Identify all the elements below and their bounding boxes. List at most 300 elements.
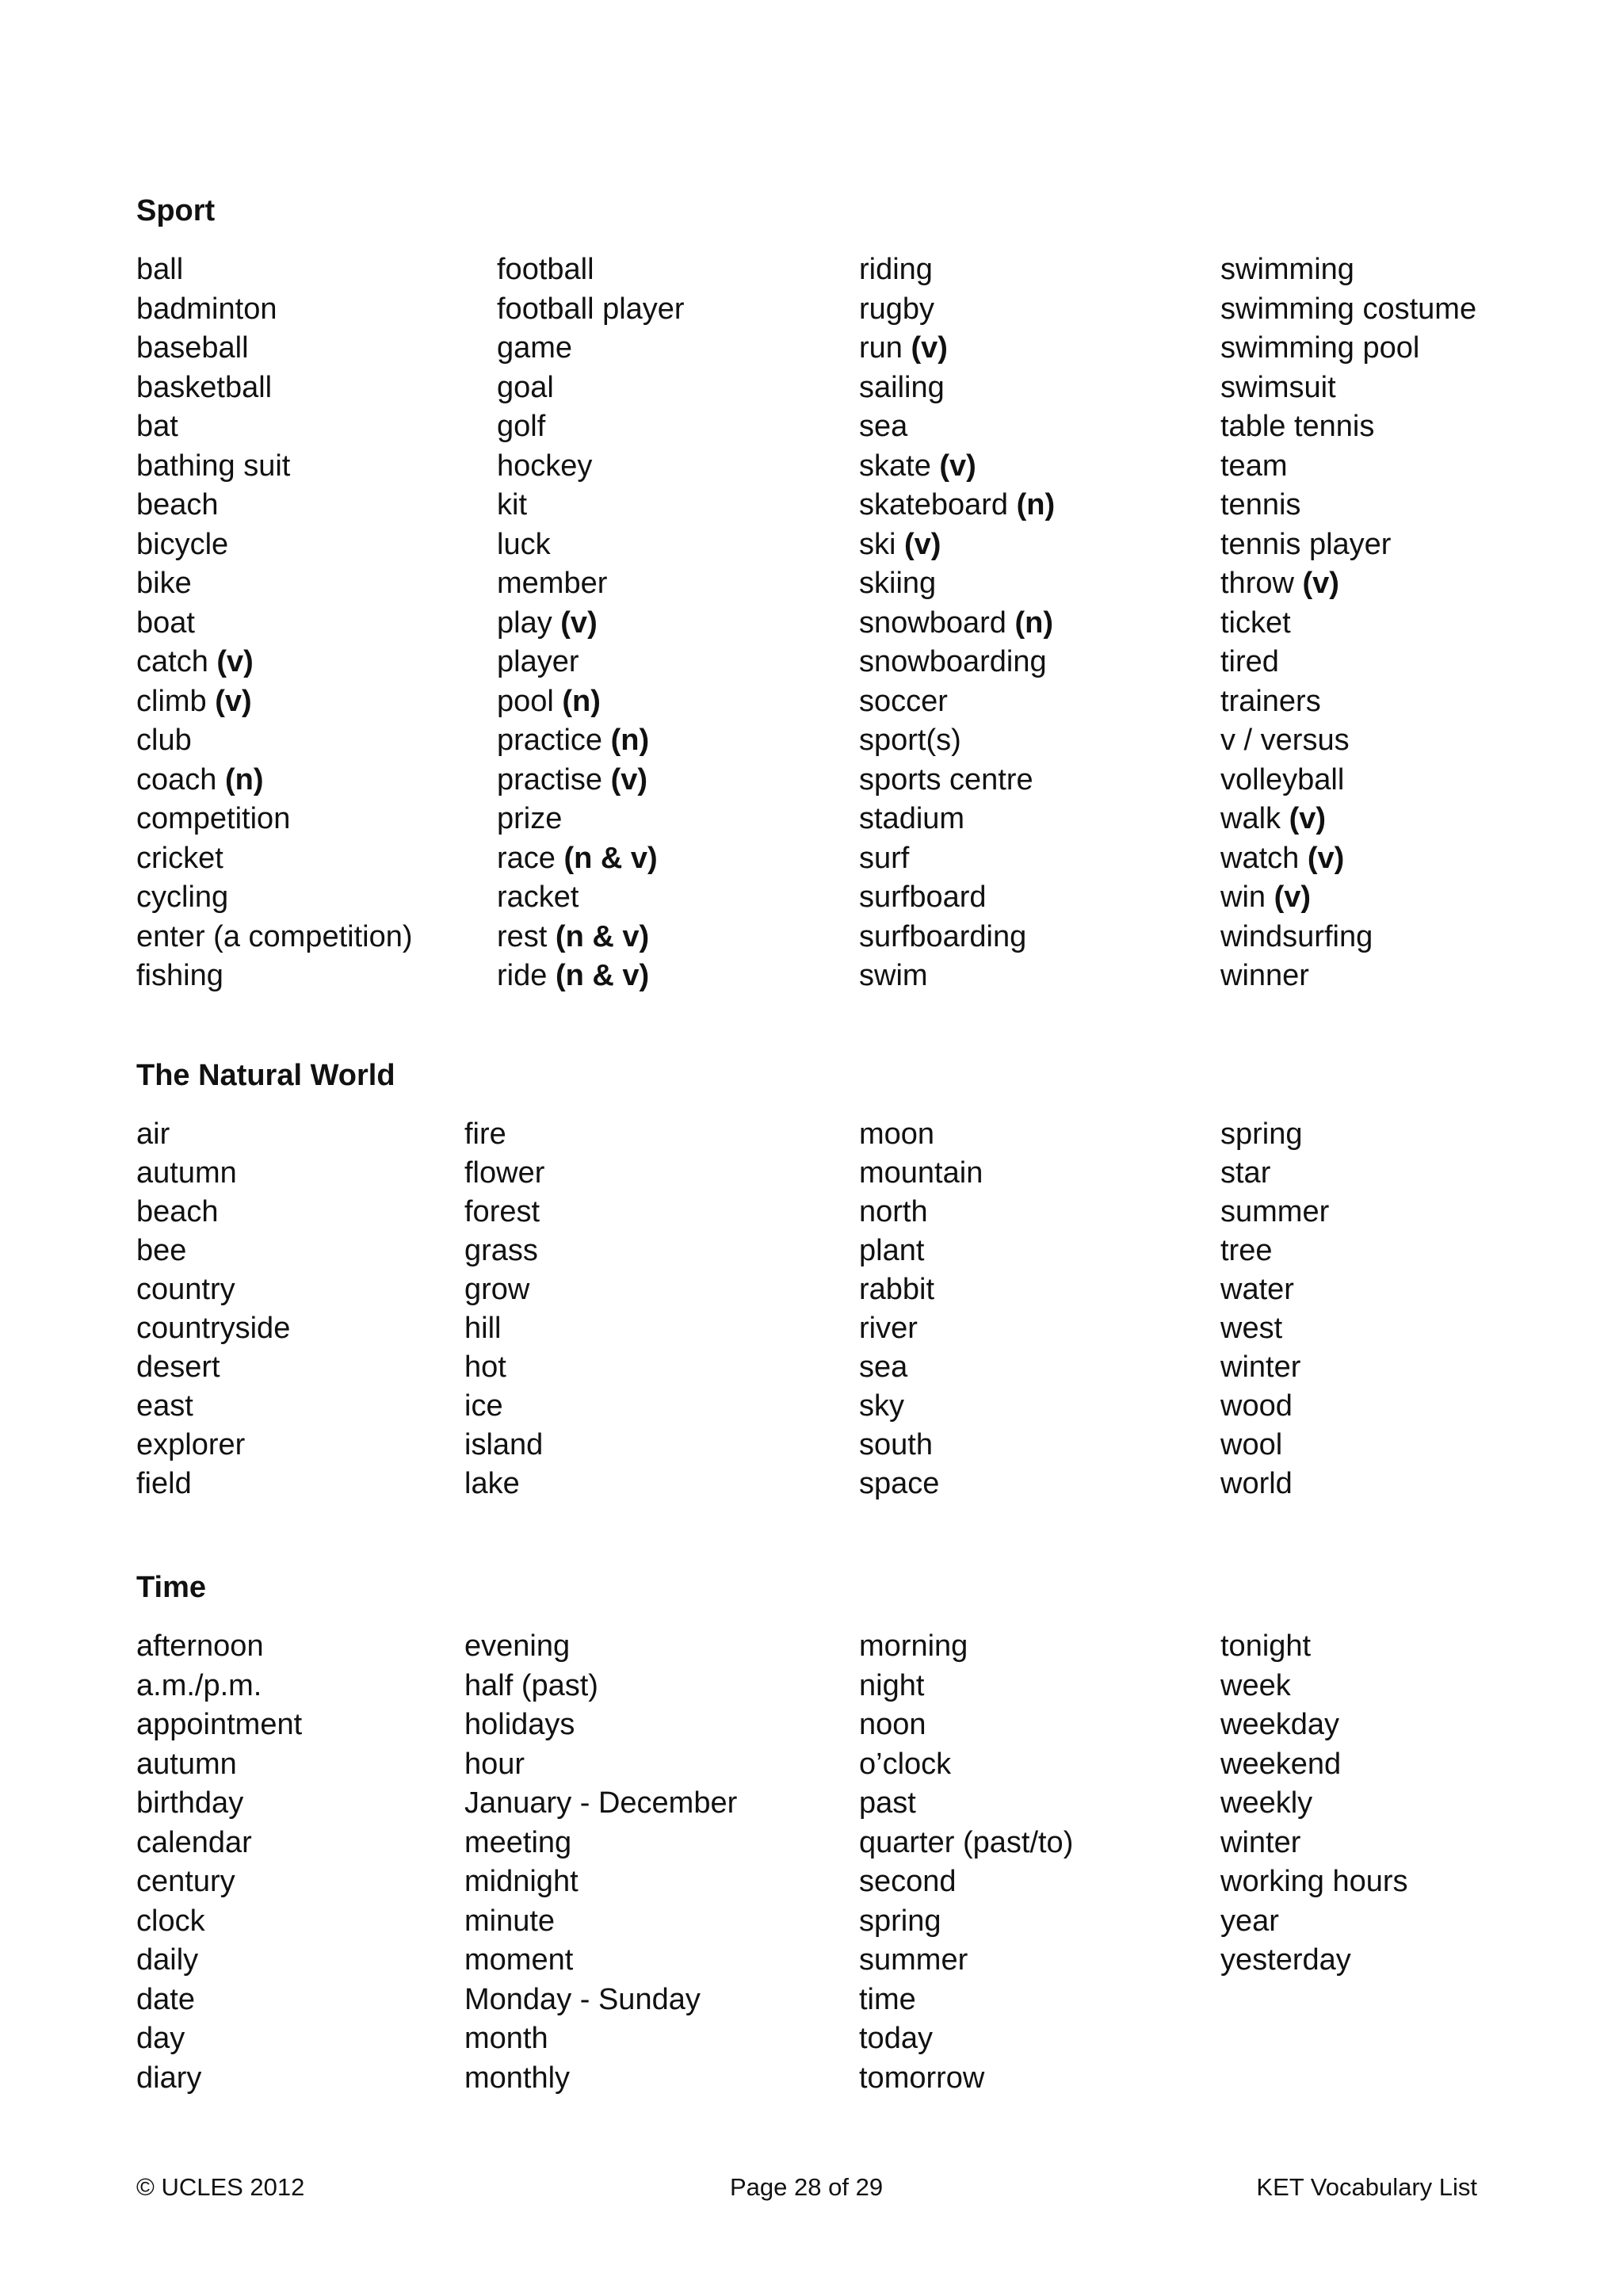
vocab-word — [497, 957, 685, 996]
part-of-speech: (n) — [610, 724, 650, 757]
vocab-term: bike — [136, 567, 192, 600]
vocab-word — [859, 407, 1055, 447]
vocab-word — [1220, 957, 1476, 996]
vocab-word — [136, 250, 413, 290]
vocab-term: Monday - Sunday — [464, 1982, 701, 2016]
part-of-speech: (n) — [562, 684, 601, 718]
vocab-term: sports centre — [859, 762, 1033, 797]
vocab-term: surfboarding — [859, 919, 1027, 953]
vocab-word — [1220, 1627, 1408, 1667]
vocab-word — [859, 1862, 1073, 1902]
vocab-term: goal — [497, 370, 554, 404]
vocab-term: countryside — [136, 1312, 291, 1345]
vocab-term: time — [859, 1982, 916, 2016]
vocab-word — [859, 250, 1055, 290]
vocab-word — [497, 250, 685, 290]
vocab-term: monthly — [464, 2061, 571, 2095]
vocab-word — [1220, 564, 1476, 604]
vocab-term: week — [1220, 1668, 1291, 1702]
vocab-word — [497, 918, 685, 957]
vocab-word — [1220, 1154, 1329, 1193]
vocab-word — [136, 525, 413, 565]
vocab-word — [497, 761, 685, 800]
vocab-term: o’clock — [859, 1747, 952, 1781]
vocab-term: skate — [859, 449, 931, 483]
vocab-term: club — [136, 724, 192, 757]
part-of-speech: (n) — [1014, 606, 1053, 640]
part-of-speech: (v) — [215, 684, 252, 718]
vocab-word — [464, 1465, 544, 1503]
vocab-term: member — [497, 567, 608, 600]
section-sport — [136, 192, 1484, 996]
vocab-term: competition — [136, 802, 291, 835]
vocab-word — [136, 1193, 290, 1232]
vocab-word — [136, 407, 413, 447]
part-of-speech: (v) — [904, 527, 941, 561]
vocab-word — [136, 761, 413, 800]
vocab-term: wood — [1220, 1389, 1293, 1423]
vocab-term: watch — [1220, 841, 1300, 875]
vocab-word — [1220, 761, 1476, 800]
vocab-term: morning — [859, 1629, 968, 1663]
vocab-word — [859, 1270, 983, 1309]
vocab-word — [136, 369, 413, 408]
vocab-term: air — [136, 1117, 170, 1151]
vocab-word — [859, 1193, 983, 1232]
vocab-term: snowboarding — [859, 645, 1047, 678]
vocab-word — [859, 839, 1055, 879]
vocab-word — [859, 1154, 983, 1193]
vocab-term: century — [136, 1865, 235, 1898]
vocab-word — [1220, 1941, 1408, 1981]
vocab-term: surfboard — [859, 881, 987, 914]
vocab-term: tonight — [1220, 1629, 1312, 1663]
vocab-term: meeting — [464, 1825, 572, 1859]
vocab-term: sea — [859, 1350, 908, 1384]
vocab-word — [136, 682, 413, 722]
vocab-word — [1220, 1270, 1329, 1309]
vocab-term: west — [1220, 1312, 1283, 1345]
vocab-word — [464, 1981, 737, 2020]
vocab-word — [859, 1981, 1073, 2020]
vocab-term: autumn — [136, 1747, 237, 1781]
vocab-term: stadium — [859, 802, 965, 835]
vocab-word — [859, 957, 1055, 996]
vocab-term: winter — [1220, 1825, 1301, 1859]
vocab-term: January - December — [464, 1786, 738, 1820]
vocab-word — [859, 1309, 983, 1348]
vocab-term: v / versus — [1220, 724, 1350, 757]
vocab-term: spring — [859, 1904, 941, 1938]
vocab-term: a.m./p.m. — [136, 1668, 262, 1702]
vocab-word — [464, 1193, 544, 1232]
vocab-word — [497, 878, 685, 918]
vocab-term: hockey — [497, 449, 593, 483]
vocab-term: fishing — [136, 959, 223, 992]
vocab-word — [1220, 1348, 1329, 1387]
word-column — [1220, 1627, 1408, 1981]
vocab-word — [859, 643, 1055, 682]
vocab-word — [859, 290, 1055, 330]
vocab-word — [464, 2019, 737, 2059]
vocab-word — [136, 290, 413, 330]
vocab-term: wool — [1220, 1428, 1283, 1461]
vocab-word — [859, 761, 1055, 800]
word-columns — [136, 1627, 1484, 2098]
vocab-term: rabbit — [859, 1273, 935, 1306]
vocab-term: calendar — [136, 1825, 252, 1859]
vocab-word — [859, 1387, 983, 1426]
vocab-term: east — [136, 1389, 193, 1423]
section-heading: The Natural World — [136, 1059, 395, 1092]
vocab-word — [497, 800, 685, 839]
vocab-term: ski — [859, 527, 896, 561]
vocab-term: windsurfing — [1220, 919, 1373, 953]
vocab-term: sailing — [859, 370, 945, 404]
vocab-term: football player — [497, 292, 685, 326]
vocab-term: kit — [497, 488, 527, 521]
section-time — [136, 1568, 1484, 2098]
vocab-term: soccer — [859, 684, 948, 718]
vocab-term: play — [497, 606, 552, 640]
vocab-word — [136, 878, 413, 918]
vocab-word — [1220, 1232, 1329, 1270]
vocab-word — [859, 1465, 983, 1503]
vocab-word — [136, 1981, 302, 2020]
vocab-word — [859, 2019, 1073, 2059]
vocab-word — [464, 1706, 737, 1745]
vocab-word — [464, 2059, 737, 2099]
vocab-term: winner — [1220, 959, 1309, 992]
vocab-word — [1220, 682, 1476, 722]
vocab-term: hill — [464, 1312, 502, 1345]
vocab-term: game — [497, 331, 573, 365]
vocab-term: world — [1220, 1467, 1293, 1500]
vocab-word — [859, 564, 1055, 604]
vocab-term: walk — [1220, 802, 1281, 835]
vocab-word — [464, 1426, 544, 1465]
vocab-word — [497, 564, 685, 604]
vocab-term: clock — [136, 1904, 205, 1938]
vocab-term: country — [136, 1273, 235, 1306]
section-natural-world — [136, 1056, 1484, 1503]
vocab-term: yesterday — [1220, 1943, 1351, 1977]
vocab-word — [464, 1745, 737, 1785]
vocab-term: ball — [136, 253, 184, 286]
vocab-word — [464, 1232, 544, 1270]
vocab-word — [136, 1706, 302, 1745]
vocab-term: autumn — [136, 1156, 237, 1190]
vocab-term: second — [859, 1865, 957, 1898]
vocab-word — [136, 2059, 302, 2099]
vocab-term: north — [859, 1195, 928, 1228]
vocab-term: desert — [136, 1350, 220, 1384]
vocab-word — [136, 643, 413, 682]
vocab-term: race — [497, 841, 556, 875]
vocab-word — [136, 1627, 302, 1667]
footer-document-title: KET Vocabulary List — [1256, 2173, 1477, 2201]
word-column — [136, 250, 413, 996]
vocab-term: summer — [1220, 1195, 1330, 1228]
vocab-word — [136, 957, 413, 996]
vocab-term: luck — [497, 527, 551, 561]
vocab-word — [497, 525, 685, 565]
vocab-word — [1220, 290, 1476, 330]
vocab-word — [136, 1115, 290, 1154]
vocab-term: football — [497, 253, 594, 286]
vocab-term: hot — [464, 1350, 506, 1384]
vocab-term: grass — [464, 1234, 538, 1267]
vocab-term: enter (a competition) — [136, 919, 413, 953]
word-columns — [136, 250, 1484, 996]
vocab-term: climb — [136, 684, 207, 718]
vocab-word — [859, 918, 1055, 957]
vocab-term: surf — [859, 841, 910, 875]
vocab-word — [497, 329, 685, 369]
vocab-word — [136, 1426, 290, 1465]
word-column — [464, 1627, 737, 2098]
vocab-word — [497, 721, 685, 761]
vocab-term: volleyball — [1220, 762, 1345, 797]
vocab-word — [136, 1465, 290, 1503]
vocab-term: prize — [497, 802, 563, 835]
vocab-term: ticket — [1220, 606, 1291, 640]
vocab-term: weekend — [1220, 1747, 1342, 1781]
vocab-term: fire — [464, 1117, 506, 1151]
vocab-word — [859, 329, 1055, 369]
vocab-word — [859, 1426, 983, 1465]
part-of-speech: (n) — [1016, 488, 1056, 521]
vocab-word — [136, 1941, 302, 1981]
vocab-word — [859, 721, 1055, 761]
vocab-term: team — [1220, 449, 1288, 483]
vocab-term: spring — [1220, 1117, 1303, 1151]
vocab-term: snowboard — [859, 606, 1006, 640]
vocab-word — [497, 407, 685, 447]
vocab-word — [1220, 800, 1476, 839]
vocab-term: forest — [464, 1195, 540, 1228]
vocab-word — [1220, 1387, 1329, 1426]
section-heading: Time — [136, 1571, 207, 1604]
section-heading: Sport — [136, 194, 216, 227]
vocab-term: year — [1220, 1904, 1279, 1938]
vocab-word — [136, 839, 413, 879]
vocab-word — [1220, 1706, 1408, 1745]
vocab-term: river — [859, 1312, 918, 1345]
vocab-word — [136, 1348, 290, 1387]
vocab-word — [136, 2019, 302, 2059]
word-column — [497, 250, 685, 996]
vocab-term: plant — [859, 1234, 925, 1267]
vocab-term: coach — [136, 762, 217, 797]
vocab-word — [859, 525, 1055, 565]
vocab-term: lake — [464, 1467, 520, 1500]
vocab-word — [136, 1862, 302, 1902]
vocab-term: skateboard — [859, 488, 1009, 521]
vocab-word — [136, 1270, 290, 1309]
word-column — [136, 1115, 290, 1503]
vocab-term: birthday — [136, 1786, 244, 1820]
part-of-speech: (n) — [224, 762, 264, 797]
vocab-term: past — [859, 1786, 916, 1820]
vocab-word — [136, 1154, 290, 1193]
vocab-term: bicycle — [136, 527, 229, 561]
vocab-term: swimming pool — [1220, 331, 1420, 365]
vocab-word — [136, 1902, 302, 1942]
vocab-term: evening — [464, 1629, 571, 1663]
vocab-term: cricket — [136, 841, 223, 875]
vocab-word — [1220, 1465, 1329, 1503]
vocab-word — [859, 682, 1055, 722]
vocab-term: explorer — [136, 1428, 246, 1461]
vocab-word — [464, 1115, 544, 1154]
vocab-term: player — [497, 645, 579, 678]
part-of-speech: (v) — [610, 762, 648, 797]
vocab-term: daily — [136, 1943, 199, 1977]
vocab-word — [464, 1667, 737, 1706]
vocab-word — [136, 564, 413, 604]
part-of-speech: (v) — [1274, 881, 1312, 914]
vocab-term: moment — [464, 1943, 574, 1977]
vocab-term: weekday — [1220, 1708, 1339, 1741]
word-column — [1220, 1115, 1329, 1503]
vocab-term: bat — [136, 410, 178, 443]
vocab-term: midnight — [464, 1865, 579, 1898]
word-column — [136, 1627, 302, 2098]
vocab-term: flower — [464, 1156, 545, 1190]
vocab-word — [1220, 878, 1476, 918]
vocab-word — [464, 1784, 737, 1824]
part-of-speech: (v) — [1307, 841, 1345, 875]
vocab-word — [497, 447, 685, 487]
vocab-term: swimsuit — [1220, 370, 1336, 404]
vocab-word — [1220, 1745, 1408, 1785]
vocab-term: field — [136, 1467, 192, 1500]
vocab-word — [1220, 486, 1476, 525]
vocab-term: run — [859, 331, 903, 365]
vocab-word — [859, 486, 1055, 525]
part-of-speech: (n & v) — [563, 841, 658, 875]
vocab-term: badminton — [136, 292, 277, 326]
vocab-word — [1220, 1902, 1408, 1942]
vocab-word — [497, 682, 685, 722]
vocab-term: swimming — [1220, 253, 1354, 286]
vocab-word — [497, 604, 685, 644]
part-of-speech: (n & v) — [555, 959, 650, 992]
vocab-term: space — [859, 1467, 940, 1500]
vocab-term: tomorrow — [859, 2061, 985, 2095]
vocab-term: tree — [1220, 1234, 1273, 1267]
vocab-word — [1220, 525, 1476, 565]
vocab-term: month — [464, 2022, 548, 2055]
vocab-word — [1220, 918, 1476, 957]
vocab-term: day — [136, 2022, 185, 2055]
vocab-word — [859, 2059, 1073, 2099]
vocab-word — [464, 1941, 737, 1981]
vocab-term: grow — [464, 1273, 530, 1306]
vocab-word — [1220, 604, 1476, 644]
vocab-term: island — [464, 1428, 544, 1461]
word-column — [859, 250, 1055, 996]
vocab-word — [1220, 1193, 1329, 1232]
vocab-term: water — [1220, 1273, 1294, 1306]
vocab-word — [859, 604, 1055, 644]
vocab-term: cycling — [136, 881, 229, 914]
vocab-word — [464, 1309, 544, 1348]
vocab-word — [464, 1270, 544, 1309]
vocab-word — [1220, 1862, 1408, 1902]
vocab-term: holidays — [464, 1708, 575, 1741]
vocab-term: ice — [464, 1389, 503, 1423]
footer-copyright: © UCLES 2012 — [136, 2173, 305, 2201]
vocab-word — [136, 1745, 302, 1785]
vocab-word — [136, 447, 413, 487]
vocab-word — [1220, 329, 1476, 369]
vocab-term: swim — [859, 959, 928, 992]
vocab-term: half (past) — [464, 1668, 598, 1702]
vocab-term: beach — [136, 1195, 219, 1228]
vocab-word — [136, 918, 413, 957]
part-of-speech: (v) — [939, 449, 976, 483]
vocab-word — [859, 447, 1055, 487]
vocab-word — [859, 369, 1055, 408]
vocab-term: win — [1220, 881, 1266, 914]
vocab-term: star — [1220, 1156, 1271, 1190]
word-column — [859, 1627, 1073, 2098]
vocab-term: trainers — [1220, 684, 1321, 718]
vocab-term: quarter (past/to) — [859, 1825, 1074, 1859]
vocab-word — [1220, 1115, 1329, 1154]
vocab-term: noon — [859, 1708, 926, 1741]
vocab-word — [464, 1627, 737, 1667]
vocab-word — [859, 1706, 1073, 1745]
part-of-speech: (v) — [216, 645, 254, 678]
vocab-term: rest — [497, 919, 548, 953]
part-of-speech: (v) — [911, 331, 948, 365]
vocab-word — [859, 1115, 983, 1154]
vocab-term: practise — [497, 762, 603, 797]
vocab-term: afternoon — [136, 1629, 264, 1663]
vocab-term: baseball — [136, 331, 249, 365]
vocab-word — [859, 800, 1055, 839]
vocab-term: skiing — [859, 567, 937, 600]
part-of-speech: (v) — [1289, 802, 1327, 835]
vocab-word — [464, 1348, 544, 1387]
vocab-term: racket — [497, 881, 579, 914]
vocab-term: diary — [136, 2061, 202, 2095]
vocab-term: tired — [1220, 645, 1279, 678]
vocab-term: sky — [859, 1389, 904, 1423]
vocab-term: hour — [464, 1747, 525, 1781]
word-column — [464, 1115, 544, 1503]
vocab-word — [859, 1348, 983, 1387]
vocab-term: rugby — [859, 292, 935, 326]
word-column — [1220, 250, 1476, 996]
word-column — [859, 1115, 983, 1503]
vocab-word — [1220, 1309, 1329, 1348]
vocab-term: tennis player — [1220, 527, 1392, 561]
vocab-term: pool — [497, 684, 554, 718]
vocab-term: practice — [497, 724, 603, 757]
vocab-word — [1220, 839, 1476, 879]
vocab-term: working hours — [1220, 1865, 1408, 1898]
vocab-word — [1220, 1667, 1408, 1706]
vocab-word — [859, 1824, 1073, 1863]
vocab-term: mountain — [859, 1156, 983, 1190]
vocab-word — [136, 329, 413, 369]
vocab-word — [136, 800, 413, 839]
vocab-term: summer — [859, 1943, 968, 1977]
